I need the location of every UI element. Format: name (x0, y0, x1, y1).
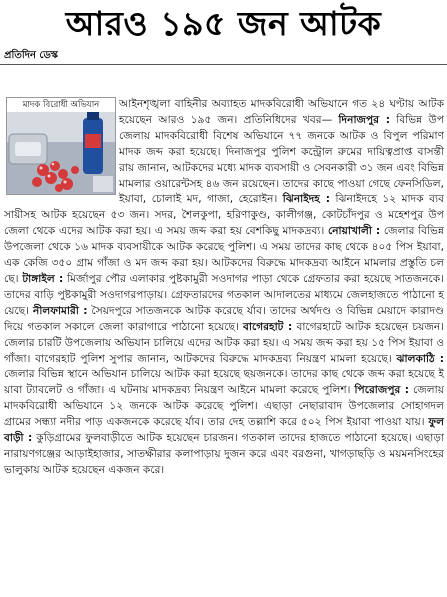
article-intro: আইনশৃঙ্খলা বাহিনীর অব্যাহত মাদকবিরোধী অভিযানে গত ২৪ ঘণ্টায় আটক হয়েছেন আরও ১৯৫ জন। প্রতিনিধিদের খবর— (119, 98, 444, 126)
top-divider (0, 64, 447, 65)
section-text: কুড়িগ্রামের ফুলবাড়ীতে আটক হয়েছেন চারজন। গতকাল তাদের হাজতে পাঠানো হয়েছে। এছাড়া নারায়ণগঞ্জের আড়াইহাজার, সাতক্ষীরার কলাপাড়ায় দুজন করে এবং বরগুনা, খাগড়াছড়ি ও ময়মনসিংহের ভালুকায় আটক হয়েছেন একজন করে। (4, 432, 444, 476)
section-text: জেলার বিভিন্ন উপজেলা থেকে ১৬ মাদক ব্যবসায়ীকে আটক করেছে পুলিশ। এ সময় তাদের কাছ থেকে ৪০৫ পিস ইয়াবা, এক কেজি ৩৫০ গ্রাম গাঁজা ও মদ জব্দ করা হয়। আটকদের বিরুদ্ধে মাদকদ্রব্য আইনে মামলার প্রস্তুতি চলছে। (4, 225, 444, 285)
place-name: ঝালকাঠি : (396, 352, 444, 365)
place-name: দিনাজপুর : (338, 113, 390, 126)
section-text: বিভিন্ন উপজেলায় মাদকবিরোধী বিশেষ অভিযানে ৭৭ জনকে আটক ও বিপুল পরিমাণ মাদক জব্দ করা হয়েছে। দিনাজপুর পুলিশ কন্ট্রোল রুমের দায়িত্বপ্রাপ্ত বাসন্তী রায় জানান, আটকদের মধ্যে মাদক ব্যবসায়ী ও সেবনকারী ৩১ জন এবং বিভিন্ন মামলার ওয়ারেন্টসহ ৪৬ জন রয়েছেন। তাদের কাছে পাওয়া গেছে ফেনসিডিল, ইয়াবা, চোলাই মদ, গাজা, হেরোইন। (119, 113, 444, 206)
section-text: মির্জাপুর পৌর এলাকার পুষ্টকামুরী সওদাগর পাড়া থেকে গ্রেফতার করা হয়েছে সাতজনকে। তাদের বাড়ি পুষ্টকামুরী সওদাগরপাড়ায়। গ্রেফতারদের গতকাল আদালতের মাধ্যমে জেলহাজতে পাঠানো হয়েছে। (4, 272, 444, 317)
place-name: নোয়াখালী : (327, 225, 381, 238)
place-name: টাঙ্গাইল : (22, 272, 64, 285)
place-name: ঝিনাইদহ : (282, 193, 330, 206)
byline: প্রতিদিন ডেস্ক (4, 50, 59, 61)
place-name: পিরোজপুর : (354, 384, 409, 397)
place-name: নীলফামারী : (33, 304, 88, 317)
article-body (4, 97, 444, 479)
place-name: বাগেরহাট : (243, 320, 293, 333)
section-text: জেলায় মাদকবিরোধী অভিযানে ১২ জনকে আটক করেছে পুলিশ। এছাড়া নেছারাবাদ উপজেলার সোহাগদল গ্রামের সন্ধ্যা নদীর পাড় একজনকে করেছে র্যাব। তার দেহ তল্লাশি করে ৫০২ পিস ইয়াবা পাওয়া যায়। (4, 384, 444, 429)
section-text: বাগেরহাটে আটক হয়েছেন চয়জন। জেলার চারটি উপজেলায় অভিযান চালিয়ে এদের আটক করা হয়। এ সময় জব্দ করা হয় ১৫ পিস ইয়াবা ও গাঁজা। বাগেরহাট পুলিশ সুপার জানান, আটকদের বিরুদ্ধে মাদকদ্রব্য নিয়ন্ত্রণ মামলা হয়েছে। (4, 320, 444, 365)
section-text: ঝিনাইদহে ১২ মাদক ব্যবসায়ীসহ আটক হয়েছেন ৫৩ জন। সদর, শৈলকুপা, হরিণাকুণ্ড, কালীগঞ্জ, কোটচাঁদপুর ও মহেশপুর উপজেলা থেকে এদের আটক করা হয়। এ সময় জব্দ করা হয় বেশকিছু মাদকদ্রব্য। (4, 193, 445, 238)
headline: আরও ১৯৫ জন আটক (65, 4, 382, 43)
place-name: ফুলবাড়ী : (4, 416, 444, 445)
section-text: জেলার বিভিন্ন স্থানে অভিযান চালিয়ে আটক করা হয়েছে ছয়জনকে। তাদের কাছ থেকে জব্দ করা হয়েছে ইয়াবা ট্যাবলেট ও গাঁজা। এ ঘটনায় মাদকদ্রব্য নিয়ন্ত্রণ আইনে মামলা করেছে পুলিশ। (4, 368, 444, 397)
section-text: সৈয়দপুরে সাতজনকে আটক করেছে র্যাব। তাদের অর্থদণ্ড ও বিভিন্ন মেয়াদে কারাদণ্ড দিয়ে গতকাল সকালে জেলা কারাগারে পাঠানো হয়েছে। (4, 304, 444, 333)
photo-caption: মাদক বিরোধী অভিযান (7, 98, 115, 113)
